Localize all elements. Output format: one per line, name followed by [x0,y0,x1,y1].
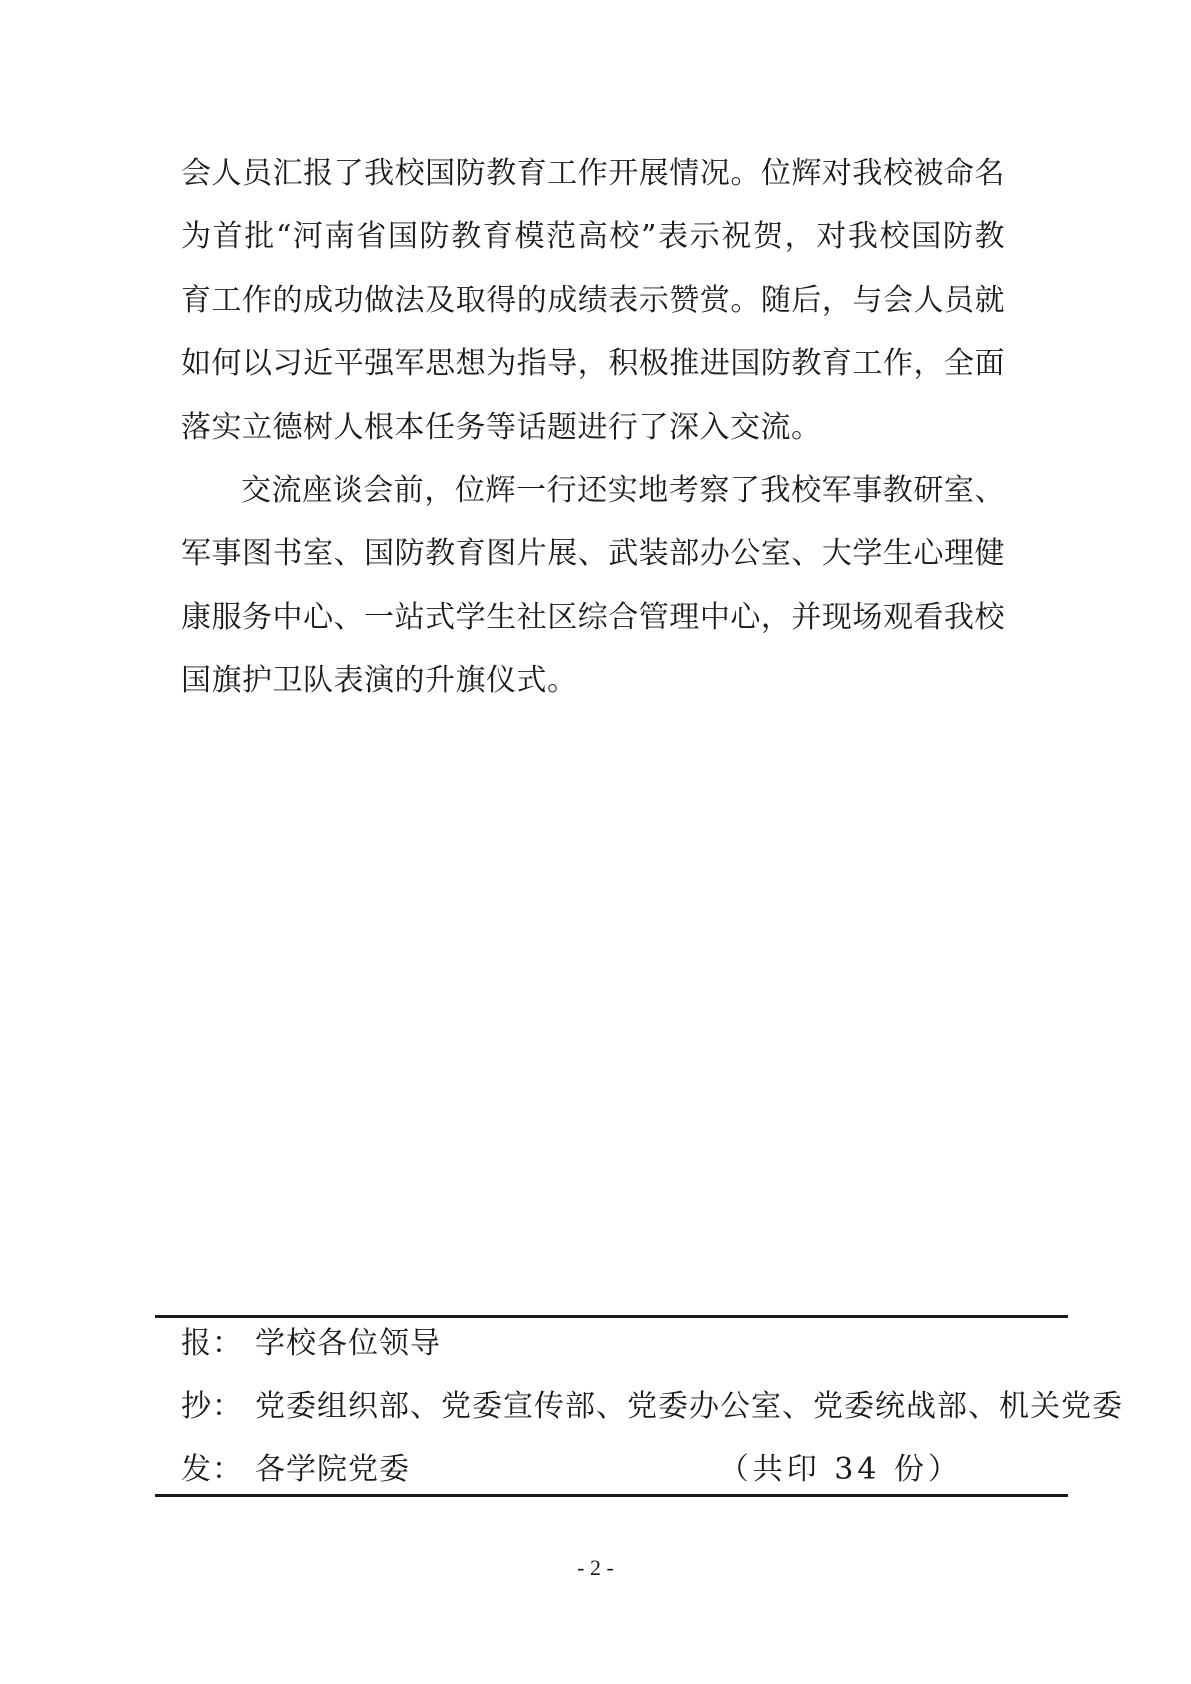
paragraph-meeting-report: 会人员汇报了我校国防教育工作开展情况。位辉对我校被命名为首批“河南省国防教育模范高校”表示祝贺，对我校国防教育工作的成功做法及取得的成绩表示赞赏。随后，与会人员就如何以习近平强军思想为指导，积极推进国防教育工作，全面落实立德树人根本任务等话题进行了深入交流。 [181,156,1005,445]
send-to-value: 各学院党委 [255,1452,410,1487]
copy-to-label: 抄： [181,1389,243,1424]
paragraph-site-visit: 交流座谈会前，位辉一行还实地考察了我校军事教研室、军事图书室、国防教育图片展、武装部办公室、大学生心理健康服务中心、一站式学生社区综合管理中心，并现场观看我校国旗护卫队表演的升旗仪式。 [181,473,1005,699]
report-to-label: 报： [181,1326,243,1361]
page-number: - 2 - [577,1555,614,1580]
body-text [181,142,1005,713]
copy-to-row [181,1387,1123,1427]
print-count-note: （共印 34 份） [718,1452,962,1487]
distribution-block [155,1315,1123,1497]
send-to-label: 发： [181,1452,243,1487]
report-to-row [181,1324,1031,1364]
report-to-value: 学校各位领导 [255,1326,441,1361]
send-to-row [181,1450,1031,1490]
copy-to-value: 党委组织部、党委宣传部、党委办公室、党委统战部、机关党委 [255,1389,1123,1424]
